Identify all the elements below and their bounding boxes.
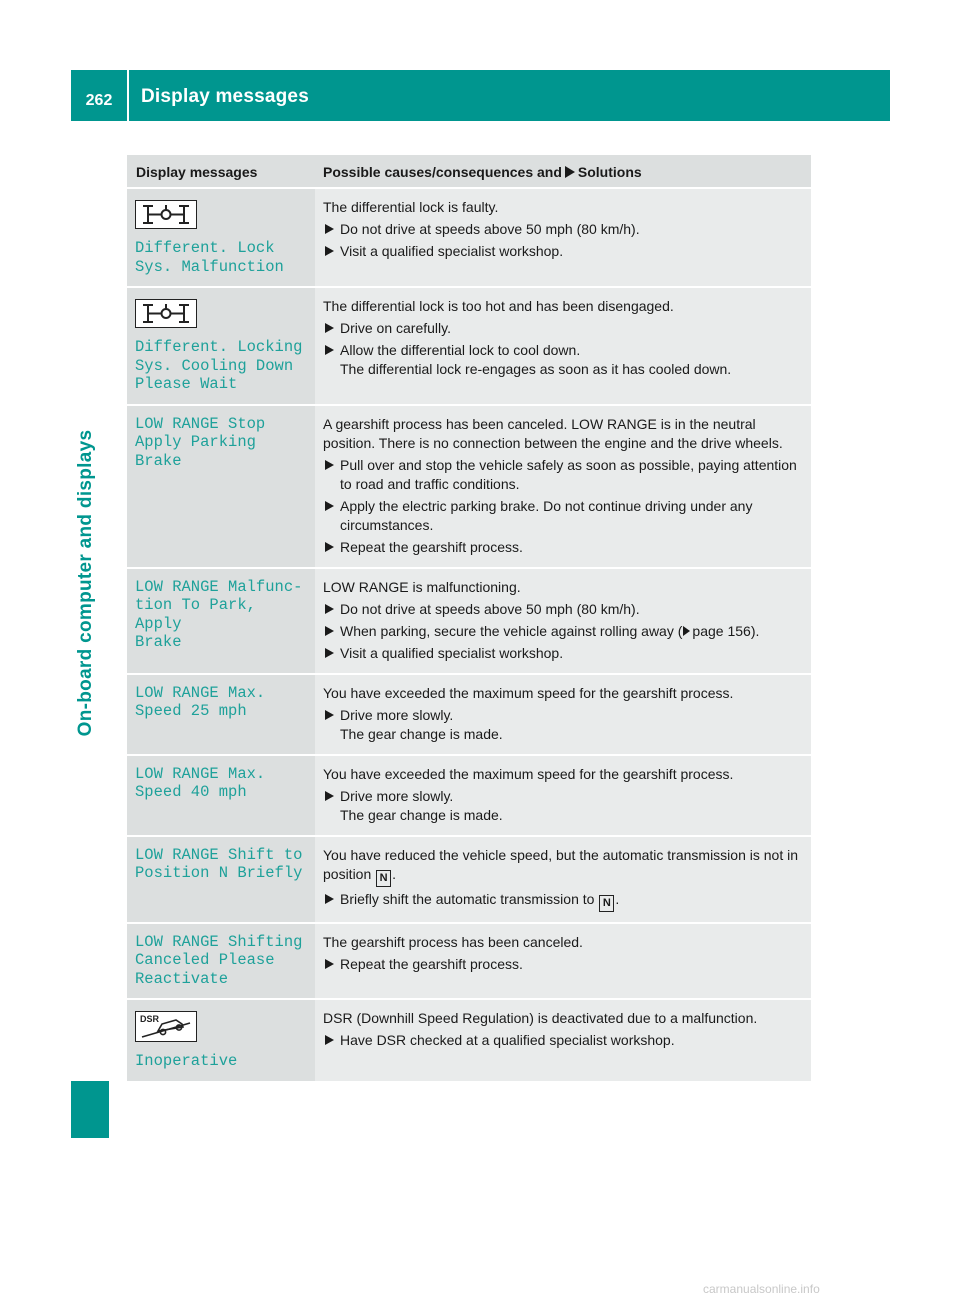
table-row: [127, 674, 811, 755]
solution-step: [323, 644, 804, 663]
step-arrow-icon: [325, 501, 334, 511]
step-result-text: The differential lock re-engages as soon as it has cooled down.: [340, 361, 732, 377]
step-arrow-icon: [325, 1035, 334, 1045]
step-arrow-icon: [325, 224, 334, 234]
display-message-text: LOW RANGE Shifting Canceled Please Reactivate: [135, 932, 303, 988]
solution-step: [323, 1031, 804, 1050]
solution-arrow-icon: [565, 166, 575, 178]
step-text: Apply the electric parking brake. Do not continue driving under any circumstances.: [340, 497, 753, 533]
step-text: Pull over and stop the vehicle safely as soon as possible, paying attention to road and traffic conditions.: [340, 456, 797, 492]
table-header-row: [127, 155, 811, 188]
solution-step: [323, 341, 804, 379]
table-row: [127, 568, 811, 674]
gear-n-icon: N: [599, 895, 614, 912]
cause-text: You have exceeded the maximum speed for the gearshift process.: [323, 765, 734, 782]
step-arrow-icon: [325, 626, 334, 636]
step-text: Drive on carefully.: [340, 320, 452, 336]
page-reference: page 156: [692, 622, 751, 639]
solution-step: [323, 600, 804, 619]
step-result-text: The gear change is made.: [340, 725, 503, 742]
solution-cell: [315, 755, 811, 836]
display-message-text: LOW RANGE Max. Speed 25 mph: [135, 683, 266, 720]
solution-cell: [315, 674, 811, 755]
step-arrow-icon: [325, 345, 334, 355]
page-number: 262: [85, 91, 113, 109]
column-header-solutions-text: Solutions: [577, 164, 642, 180]
step-text: Repeat the gearshift process.: [340, 955, 523, 972]
message-cell: [127, 568, 315, 674]
solution-step: [323, 497, 804, 535]
display-message-text: LOW RANGE Max. Speed 40 mph: [135, 764, 266, 801]
watermark: carmanualsonline.info: [703, 1282, 820, 1296]
svg-text:DSR: DSR: [140, 1014, 160, 1024]
message-cell: [127, 755, 315, 836]
cause-text: [323, 846, 804, 887]
step-text: Repeat the gearshift process.: [340, 538, 523, 555]
step-arrow-icon: [325, 323, 334, 333]
table-row: [127, 405, 811, 568]
cause-text: DSR (Downhill Speed Regulation) is deactivated due to a malfunction.: [323, 1010, 758, 1026]
section-side-title-text: On-board computer and displays: [75, 429, 96, 737]
solution-step: [323, 220, 804, 239]
display-message-text: Different. Locking Sys. Cooling Down Please Wait: [135, 338, 303, 393]
column-header-causes-text: Possible causes/consequences and: [323, 164, 562, 180]
column-header-causes-solutions: [315, 155, 811, 188]
step-arrow-icon: [325, 710, 334, 720]
message-cell: [127, 405, 315, 568]
display-message-text: LOW RANGE Shift to Position N Briefly: [135, 845, 303, 882]
table-row: [127, 188, 811, 287]
solution-cell: [315, 188, 811, 287]
cause-text: The differential lock is too hot and has been disengaged.: [323, 298, 674, 314]
page-title: Display messages: [141, 86, 309, 107]
solution-step: [323, 787, 804, 825]
cause-text: The differential lock is faulty.: [323, 199, 499, 215]
cause-text: You have exceeded the maximum speed for the gearshift process.: [323, 684, 734, 701]
solution-step: [323, 955, 804, 974]
table-body: [127, 188, 811, 1082]
display-message-text: Different. Lock Sys. Malfunction: [135, 239, 284, 276]
solution-cell: [315, 836, 811, 923]
cause-text: LOW RANGE is malfunctioning.: [323, 578, 521, 595]
message-cell: [127, 287, 315, 405]
solution-step: [323, 242, 804, 261]
differential-lock-icon: [135, 299, 197, 328]
message-cell: [127, 923, 315, 1000]
display-message-text: Inoperative: [135, 1052, 238, 1070]
step-arrow-icon: [325, 959, 334, 969]
step-text: Do not drive at speeds above 50 mph (80 km/h).: [340, 221, 640, 237]
step-arrow-icon: [325, 246, 334, 256]
solution-step: [323, 706, 804, 744]
solution-step: [323, 890, 804, 912]
step-text: Drive more slowly.: [340, 706, 454, 723]
cause-text: The gearshift process has been canceled.: [323, 933, 583, 950]
table-row: [127, 923, 811, 1000]
table-row: [127, 836, 811, 923]
step-arrow-icon: [325, 791, 334, 801]
step-arrow-icon: [325, 894, 334, 904]
header-divider: [127, 70, 129, 121]
table-row: [127, 999, 811, 1082]
display-message-text: LOW RANGE Stop Apply Parking Brake: [135, 414, 266, 470]
cause-text-end: .: [392, 865, 397, 882]
step-text: Visit a qualified specialist workshop.: [340, 644, 564, 661]
column-header-display-messages: Display messages: [127, 155, 315, 188]
message-cell: [127, 836, 315, 923]
solution-cell: [315, 287, 811, 405]
page-reference-icon: [683, 626, 690, 636]
table-row: [127, 755, 811, 836]
solution-step: [323, 456, 804, 494]
gear-n-icon: N: [376, 870, 391, 887]
step-arrow-icon: [325, 460, 334, 470]
display-message-text: LOW RANGE Malfunc‐ tion To Park, Apply Brake: [135, 577, 303, 651]
solution-cell: [315, 999, 811, 1082]
dsr-icon: [135, 1011, 197, 1042]
step-result-text: The gear change is made.: [340, 806, 503, 823]
cause-text: A gearshift process has been canceled. LOW RANGE is in the neutral position. There is no connection between the engine and the drive wheels.: [323, 415, 783, 451]
solution-step: [323, 622, 804, 641]
cause-text-main: You have reduced the vehicle speed, but the automatic transmission is not in position: [323, 846, 798, 882]
step-arrow-icon: [325, 542, 334, 552]
message-cell: [127, 999, 315, 1082]
message-cell: [127, 188, 315, 287]
step-text: When parking, secure the vehicle against rolling away (: [340, 622, 683, 639]
display-messages-table: [127, 155, 811, 1083]
section-tab-marker: [71, 1081, 109, 1138]
solution-step: [323, 538, 804, 557]
step-text-end: ).: [750, 622, 760, 639]
solution-cell: [315, 568, 811, 674]
solution-cell: [315, 923, 811, 1000]
step-arrow-icon: [325, 648, 334, 658]
solution-cell: [315, 405, 811, 568]
step-text: Briefly shift the automatic transmission to: [340, 890, 595, 907]
step-text: Allow the differential lock to cool down.: [340, 342, 581, 358]
step-arrow-icon: [325, 604, 334, 614]
table-row: [127, 287, 811, 405]
differential-lock-icon: [135, 200, 197, 229]
solution-step: [323, 319, 804, 338]
step-text: Do not drive at speeds above 50 mph (80 km/h).: [340, 600, 640, 617]
step-text: Drive more slowly.: [340, 787, 454, 804]
step-text-end: .: [615, 890, 620, 907]
message-cell: [127, 674, 315, 755]
step-text: Have DSR checked at a qualified specialist workshop.: [340, 1032, 675, 1048]
step-text: Visit a qualified specialist workshop.: [340, 243, 564, 259]
